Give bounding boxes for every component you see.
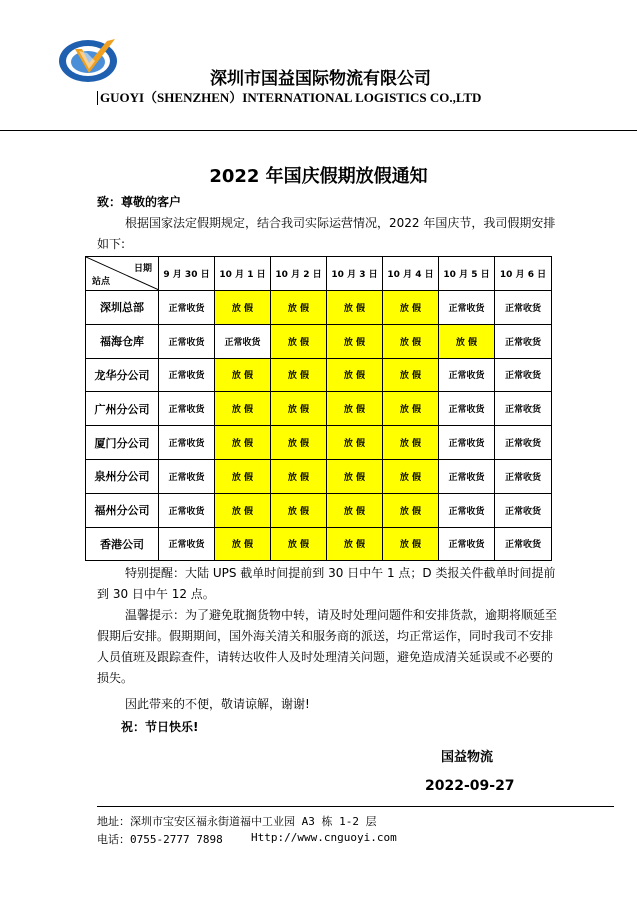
station-cell: 龙华分公司 bbox=[86, 358, 159, 392]
station-cell: 香港公司 bbox=[86, 527, 159, 561]
footer-divider bbox=[97, 806, 614, 807]
table-row bbox=[86, 459, 552, 493]
intro-paragraph: 根据国家法定假期规定，结合我司实际运营情况，2022 年国庆节，我司假期安排如下: bbox=[97, 216, 556, 251]
date-header: 10 月 4 日 bbox=[383, 257, 439, 291]
schedule-cell: 正常收货 bbox=[159, 324, 215, 358]
schedule-cell: 正常收货 bbox=[159, 459, 215, 493]
schedule-cell: 放 假 bbox=[327, 291, 383, 325]
schedule-cell: 正常收货 bbox=[495, 324, 552, 358]
company-name-cn: 深圳市国益国际物流有限公司 bbox=[210, 69, 431, 89]
schedule-cell: 正常收货 bbox=[495, 426, 552, 460]
station-cell: 泉州分公司 bbox=[86, 459, 159, 493]
table-row bbox=[86, 392, 552, 426]
date-header: 10 月 5 日 bbox=[439, 257, 495, 291]
station-cell: 广州分公司 bbox=[86, 392, 159, 426]
table-corner-cell bbox=[86, 257, 159, 291]
schedule-cell: 放 假 bbox=[271, 358, 327, 392]
corner-date-label: 日期 bbox=[133, 264, 152, 274]
schedule-cell: 放 假 bbox=[215, 392, 271, 426]
schedule-cell: 放 假 bbox=[327, 493, 383, 527]
signature-date: 2022-09-27 bbox=[425, 778, 515, 794]
schedule-cell: 正常收货 bbox=[495, 493, 552, 527]
schedule-cell: 正常收货 bbox=[439, 493, 495, 527]
schedule-cell: 放 假 bbox=[383, 392, 439, 426]
schedule-cell: 正常收货 bbox=[495, 392, 552, 426]
schedule-cell: 正常收货 bbox=[439, 527, 495, 561]
schedule-cell: 放 假 bbox=[383, 358, 439, 392]
schedule-cell: 正常收货 bbox=[439, 426, 495, 460]
schedule-cell: 正常收货 bbox=[495, 459, 552, 493]
schedule-cell: 正常收货 bbox=[159, 392, 215, 426]
holiday-wish: 祝：节日快乐! bbox=[121, 720, 199, 734]
schedule-cell: 放 假 bbox=[215, 291, 271, 325]
table-row bbox=[86, 358, 552, 392]
schedule-cell: 正常收货 bbox=[495, 527, 552, 561]
schedule-cell: 正常收货 bbox=[439, 459, 495, 493]
schedule-cell: 正常收货 bbox=[439, 358, 495, 392]
schedule-cell: 放 假 bbox=[327, 324, 383, 358]
schedule-cell: 正常收货 bbox=[495, 358, 552, 392]
schedule-cell: 放 假 bbox=[271, 291, 327, 325]
header-divider bbox=[0, 130, 637, 131]
schedule-cell: 放 假 bbox=[271, 392, 327, 426]
date-header: 10 月 1 日 bbox=[215, 257, 271, 291]
schedule-cell: 放 假 bbox=[383, 459, 439, 493]
schedule-cell: 放 假 bbox=[327, 459, 383, 493]
schedule-cell: 正常收货 bbox=[159, 527, 215, 561]
holiday-schedule-table bbox=[85, 256, 552, 561]
schedule-cell: 放 假 bbox=[439, 324, 495, 358]
schedule-cell: 放 假 bbox=[383, 291, 439, 325]
schedule-cell: 放 假 bbox=[327, 392, 383, 426]
footer-website: Http://www.cnguoyi.com bbox=[251, 831, 397, 844]
schedule-cell: 放 假 bbox=[327, 527, 383, 561]
table-row bbox=[86, 324, 552, 358]
station-cell: 福海仓库 bbox=[86, 324, 159, 358]
schedule-cell: 正常收货 bbox=[495, 291, 552, 325]
schedule-cell: 放 假 bbox=[271, 459, 327, 493]
schedule-cell: 正常收货 bbox=[159, 493, 215, 527]
schedule-cell: 正常收货 bbox=[439, 392, 495, 426]
table-row bbox=[86, 493, 552, 527]
signer-name: 国益物流 bbox=[441, 750, 494, 765]
schedule-cell: 放 假 bbox=[215, 358, 271, 392]
schedule-cell: 放 假 bbox=[271, 527, 327, 561]
schedule-cell: 放 假 bbox=[383, 324, 439, 358]
schedule-cell: 放 假 bbox=[215, 493, 271, 527]
schedule-cell: 放 假 bbox=[383, 426, 439, 460]
special-notice: 特别提醒：大陆 UPS 截单时间提前到 30 日中午 1 点；D 类报关件截单时间提前到 30 日中午 12 点。 bbox=[97, 566, 556, 601]
table-row bbox=[86, 527, 552, 561]
schedule-cell: 放 假 bbox=[383, 527, 439, 561]
table-row bbox=[86, 291, 552, 325]
schedule-cell: 放 假 bbox=[271, 426, 327, 460]
schedule-cell: 正常收货 bbox=[215, 324, 271, 358]
station-cell: 厦门分公司 bbox=[86, 426, 159, 460]
footer-address: 地址：深圳市宝安区福永街道福中工业园 A3 栋 1-2 层 bbox=[97, 815, 377, 828]
schedule-cell: 正常收货 bbox=[159, 358, 215, 392]
corner-station-label: 站点 bbox=[92, 277, 111, 287]
schedule-cell: 放 假 bbox=[271, 324, 327, 358]
schedule-cell: 放 假 bbox=[327, 426, 383, 460]
date-header: 10 月 3 日 bbox=[327, 257, 383, 291]
schedule-cell: 放 假 bbox=[383, 493, 439, 527]
schedule-cell: 放 假 bbox=[327, 358, 383, 392]
recipient-line: 致：尊敬的客户 bbox=[97, 195, 182, 209]
schedule-cell: 放 假 bbox=[271, 493, 327, 527]
schedule-cell: 放 假 bbox=[215, 426, 271, 460]
station-cell: 福州分公司 bbox=[86, 493, 159, 527]
date-header: 10 月 6 日 bbox=[495, 257, 552, 291]
table-row bbox=[86, 426, 552, 460]
schedule-cell: 放 假 bbox=[215, 459, 271, 493]
document-title: 2022 年国庆假期放假通知 bbox=[209, 166, 428, 187]
warm-tips: 温馨提示：为了避免耽搁货物中转，请及时处理问题件和安排货款，逾期将顺延至假期后安排。假期期间，国外海关清关和服务商的派送，均正常运作，同时我司不安排人员值班及跟踪查件，请转达收件人及时处理清关问题，避免造成清关延误或不必要的损失。 bbox=[97, 608, 558, 685]
company-name-en: GUOYI（SHENZHEN）INTERNATIONAL LOGISTICS CO.,LTD bbox=[97, 91, 481, 105]
date-header: 9 月 30 日 bbox=[159, 257, 215, 291]
date-header: 10 月 2 日 bbox=[271, 257, 327, 291]
schedule-cell: 正常收货 bbox=[159, 291, 215, 325]
station-cell: 深圳总部 bbox=[86, 291, 159, 325]
table-header-row bbox=[86, 257, 552, 291]
apology-line: 因此带来的不便，敬请谅解，谢谢! bbox=[125, 697, 310, 711]
schedule-cell: 正常收货 bbox=[439, 291, 495, 325]
schedule-cell: 正常收货 bbox=[159, 426, 215, 460]
schedule-cell: 放 假 bbox=[215, 527, 271, 561]
footer-phone: 电话：0755-2777 7898 bbox=[97, 833, 223, 846]
